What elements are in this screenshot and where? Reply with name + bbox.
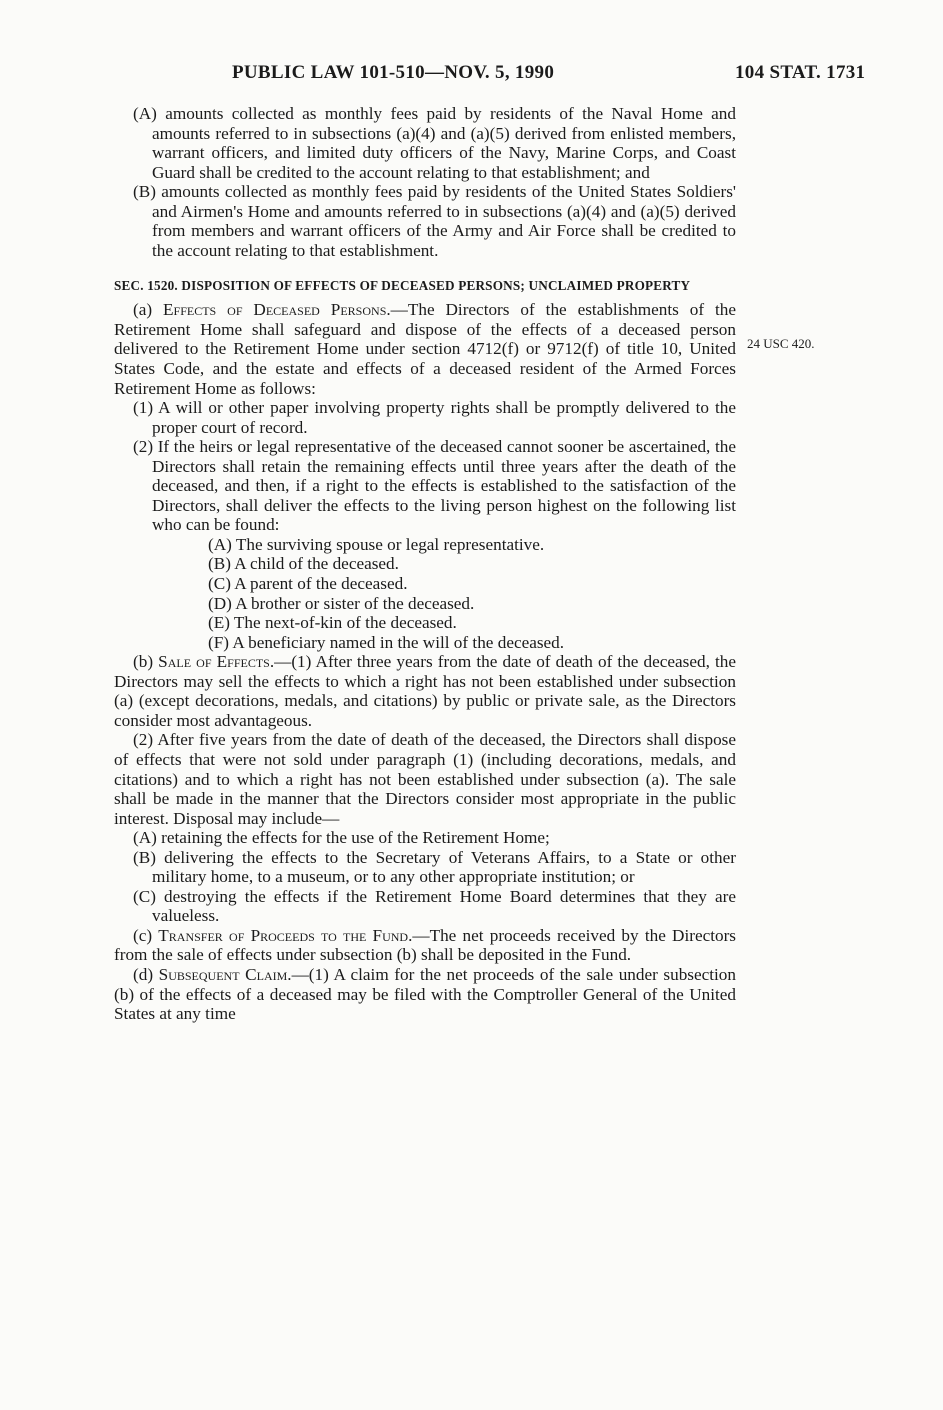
paragraph-b2: (2) After five years from the date of death of the deceased, the Directors shall dispose of effects that were not sold under paragraph (1) (including decorations, medals, and citations) and to which a right has not been established under subsection (a). The sale shall be made in the manner that the Directors consider most appropriate in the public interest. Disposal may include—: [114, 730, 736, 828]
paragraph-B: (B) amounts collected as monthly fees paid by residents of the United States Soldiers' and Airmen's Home and amounts referred to in subsections (a)(4) and (a)(5) derived from members and warrant officers of the Army and Air Force shall be credited to the account relating to that establishment.: [133, 182, 736, 260]
subsection-c-text: —The net proceeds received by the Directors from the sale of effects under subsection (b) shall be deposited in the Fund.: [114, 925, 736, 965]
body-text: [114, 104, 736, 1024]
subsection-a-heading: Effects of Deceased Persons.: [163, 300, 391, 320]
list-item-F: (F) A beneficiary named in the will of the deceased.: [208, 632, 565, 652]
subsection-d: (d) Subsequent Claim.—(1) A claim for the net proceeds of the sale under subsection (b) of the effects of a deceased may be filed with the Comptroller General of the United States at any time: [114, 964, 736, 1024]
paragraph-b2A: (A) retaining the effects for the use of the Retirement Home;: [133, 828, 550, 848]
list-item-E: (E) The next-of-kin of the deceased.: [208, 613, 457, 633]
list-item-D: (D) A brother or sister of the deceased.: [208, 593, 475, 613]
subsection-b-heading: Sale of Effects.: [158, 652, 275, 672]
section-heading: SEC. 1520. DISPOSITION OF EFFECTS OF DECEASED PERSONS; UNCLAIMED PROPERTY: [114, 278, 691, 294]
subsection-b: (b) Sale of Effects.—(1) After three years from the date of death of the deceased, the Directors may sell the effects to which a right has not been established under subsection (a) (except decorations, medals, and citations) by public or private sale, as the Directors consider most advantageous.: [114, 652, 736, 730]
subsection-a-text: —The Directors of the establishments of the Retirement Home shall safeguard and dispose of the effects of a deceased person delivered to the Retirement Home under section 4712(f) or 9712(f) of title 10, United States Code, and the estate and effects of a deceased resident of the Armed Forces Retirement Home as follows:: [114, 300, 737, 398]
paragraph-A: (A) amounts collected as monthly fees paid by residents of the Naval Home and amounts referred to in subsections (a)(4) and (a)(5) derived from enlisted members, warrant officers, and limited duty officers of the Navy, Marine Corps, and Coast Guard shall be credited to the account relating to that establishment; and: [133, 104, 736, 182]
subsection-c-heading: Transfer of Proceeds to the Fund.: [158, 925, 413, 945]
paragraph-a1: (1) A will or other paper involving property rights shall be promptly delivered to the proper court of record.: [133, 398, 736, 437]
subsection-d-text: —(1) A claim for the net proceeds of the sale under subsection (b) of the effects of a deceased may be filed with the Comptroller General of the United States at any time: [114, 964, 736, 1024]
subsection-c: (c) Transfer of Proceeds to the Fund.—The net proceeds received by the Directors from the sale of effects under subsection (b) shall be deposited in the Fund.: [114, 925, 736, 965]
paragraph-a2: (2) If the heirs or legal representative of the deceased cannot sooner be ascertained, the Directors shall retain the remaining effects until three years after the death of the deceased, and then, if a right to the effects is established to the satisfaction of the Directors, shall deliver the effects to the living person highest on the following list who can be found:: [133, 437, 736, 535]
running-header-title: PUBLIC LAW 101-510—NOV. 5, 1990: [232, 62, 555, 83]
list-item-A: (A) The surviving spouse or legal representative.: [208, 534, 545, 554]
subsection-d-heading: Subsequent Claim.: [158, 964, 292, 984]
subsection-a: (a) Effects of Deceased Persons.—The Directors of the establishments of the Retirement Home shall safeguard and dispose of the effects of a deceased person delivered to the Retirement Home under section 4712(f) or 9712(f) of title 10, United States Code, and the estate and effects of a deceased resident of the Armed Forces Retirement Home as follows:: [114, 300, 737, 398]
paragraph-b2C: (C) destroying the effects if the Retirement Home Board determines that they are valueless.: [133, 886, 736, 926]
list-item-B: (B) A child of the deceased.: [208, 554, 399, 574]
statute-page-number: 104 STAT. 1731: [735, 62, 866, 83]
paragraph-b2B: (B) delivering the effects to the Secretary of Veterans Affairs, to a State or other military home, to a museum, or to any other appropriate institution; or: [133, 847, 736, 887]
subsection-b-text: —(1) After three years from the date of death of the deceased, the Directors may sell the effects to which a right has not been established under subsection (a) (except decorations, medals, and citations) by public or private sale, as the Directors consider most advantageous.: [114, 652, 736, 730]
list-item-C: (C) A parent of the deceased.: [208, 574, 408, 594]
margin-citation: 24 USC 420.: [747, 336, 815, 351]
